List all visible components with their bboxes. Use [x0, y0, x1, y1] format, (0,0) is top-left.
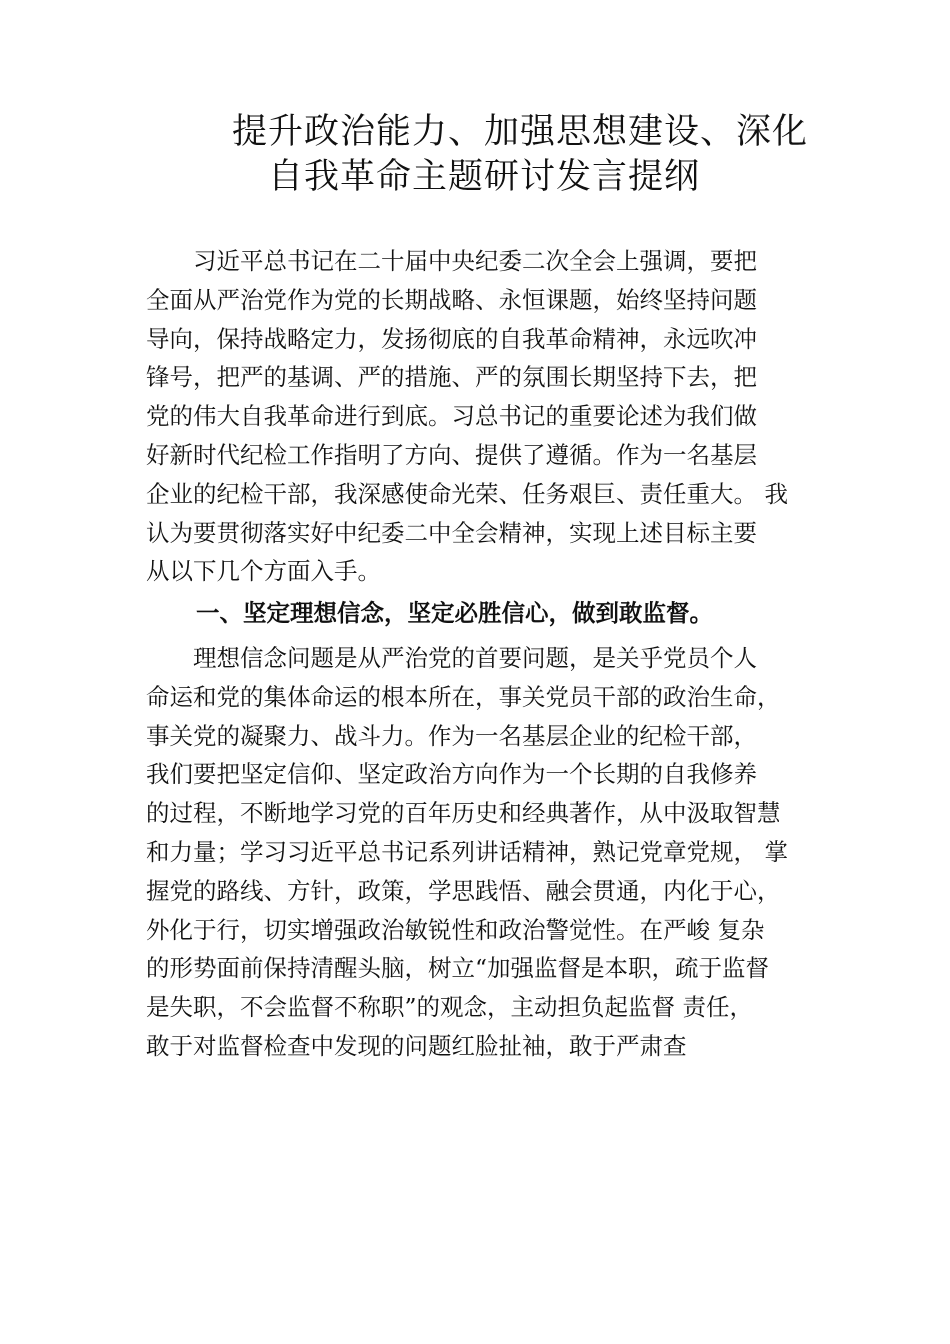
paragraph-line: 好新时代纪检工作指明了方向、提供了遵循。作为一名基层 — [146, 440, 757, 469]
paragraph-line: 和力量；学习习近平总书记系列讲话精神，熟记党章党规， 掌 — [146, 837, 788, 866]
document-title-line-1: 提升政治能力、加强思想建设、深化 — [232, 112, 809, 152]
paragraph-line: 事关党的凝聚力、战斗力。作为一名基层企业的纪检干部， — [146, 721, 757, 750]
paragraph-intro — [146, 242, 836, 591]
paragraph-section-1 — [146, 639, 836, 1066]
paragraph-line: 全面从严治党作为党的长期战略、永恒课题，始终坚持问题 — [146, 285, 757, 314]
paragraph-line: 敢于对监督检查中发现的问题红脸扯袖，敢于严肃查 — [146, 1031, 687, 1060]
paragraph-line: 习近平总书记在二十届中央纪委二次全会上强调，要把 — [146, 247, 757, 275]
paragraph-line: 我们要把坚定信仰、坚定政治方向作为一个长期的自我修养 — [146, 760, 757, 789]
paragraph-line: 的形势面前保持清醒头脑，树立“加强监督是本职，疏于监督 — [146, 954, 770, 983]
section-heading-1: 一、坚定理想信念，坚定必胜信心，做到敢监督。 — [196, 599, 713, 627]
paragraph-line: 导向，保持战略定力，发扬彻底的自我革命精神，永远吹冲 — [146, 324, 757, 353]
paragraph-line: 锋号，把严的基调、严的措施、严的氛围长期坚持下去，把 — [146, 363, 757, 392]
document-title-line-2: 自我革命主题研讨发言提纲 — [268, 157, 701, 197]
paragraph-line: 理想信念问题是从严治党的首要问题，是关乎党员个人 — [146, 644, 757, 672]
paragraph-line: 的过程，不断地学习党的百年历史和经典著作，从中汲取智慧 — [146, 799, 781, 828]
paragraph-line: 是失职，不会监督不称职”的观念，主动担负起监督 责任， — [146, 993, 753, 1022]
paragraph-line: 认为要贯彻落实好中纪委二中全会精神，实现上述目标主要 — [146, 518, 757, 547]
paragraph-line: 从以下几个方面入手。 — [146, 557, 381, 586]
paragraph-line: 党的伟大自我革命进行到底。习总书记的重要论述为我们做 — [146, 402, 757, 431]
paragraph-line: 命运和党的集体命运的根本所在，事关党员干部的政治生命， — [146, 682, 781, 711]
paragraph-line: 握党的路线、方针，政策，学思践悟、融会贯通，内化于心， — [146, 876, 781, 905]
paragraph-line: 企业的纪检干部，我深感使命光荣、任务艰巨、责任重大。 我 — [146, 479, 788, 508]
paragraph-line: 外化于行，切实增强政治敏锐性和政治警觉性。在严峻 复杂 — [146, 915, 765, 944]
